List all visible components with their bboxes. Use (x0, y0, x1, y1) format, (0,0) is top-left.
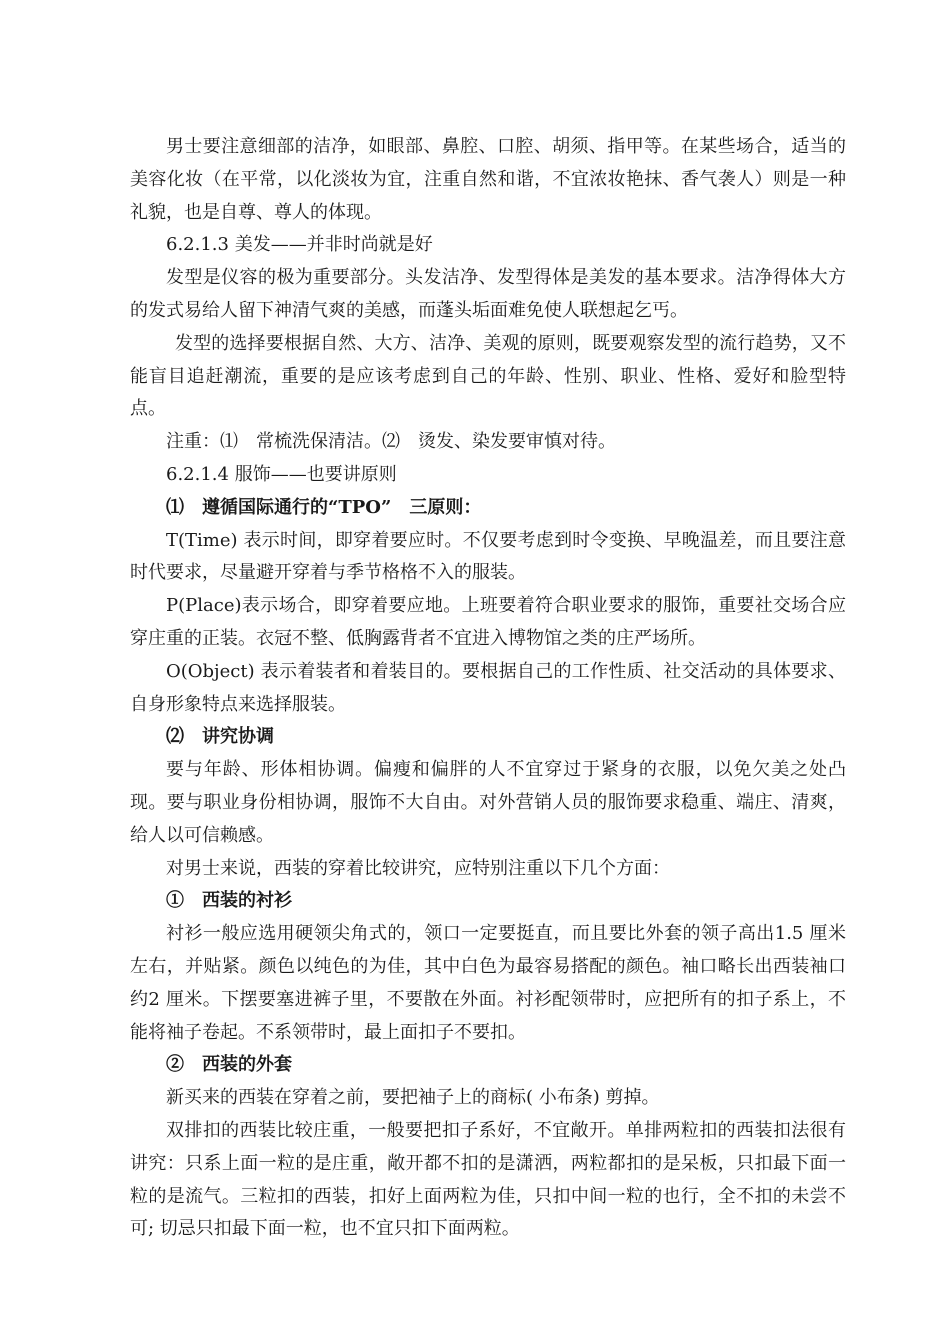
section-heading-hair: 6.2.1.3 美发——并非时尚就是好 (166, 234, 433, 256)
paragraph-hair-choice: 发型的选择要根据自然、大方、洁净、美观的原则，既要观察发型的流行趋势，又不能盲目追赶潮流，重要的是应该考虑到自己的年龄、性别、职业、性格、爱好和脸型特点。 (130, 332, 846, 420)
paragraph-coordination: 要与年龄、形体相协调。偏瘦和偏胖的人不宜穿过于紧身的衣服，以免欠美之处凸现。要与职业身份相协调，服饰不大自由。对外营销人员的服饰要求稳重、端庄、清爽，给人以可信赖感。 (130, 759, 846, 846)
subheading-coordination: ⑵ 讲究协调 (166, 726, 274, 748)
paragraph-grooming-details: 男士要注意细部的洁净，如眼部、鼻腔、口腔、胡须、指甲等。在某些场合，适当的美容化妆（在平常，以化淡妆为宜，注重自然和谐，不宜浓妆艳抹、香气袭人）则是一种礼貌，也是自尊、尊人的体现。 (130, 136, 846, 223)
paragraph-hair-importance: 发型是仪容的极为重要部分。头发洁净、发型得体是美发的基本要求。洁净得体大方的发式易给人留下神清气爽的美感，而蓬头垢面难免使人联想起乞丐。 (130, 267, 846, 321)
subheading-suit-jacket: ② 西装的外套 (166, 1054, 292, 1076)
paragraph-tpo-time: T(Time) 表示时间，即穿着要应时。不仅要考虑到时令变换、早晚温差，而且要注意时代要求，尽量避开穿着与季节格格不入的服装。 (130, 529, 846, 584)
paragraph-tpo-object: O(Object) 表示着装者和着装目的。要根据自己的工作性质、社交活动的具体要求、自身形象特点来选择服装。 (130, 660, 846, 715)
paragraph-hair-notes: 注重：⑴ 常梳洗保清洁。⑵ 烫发、染发要审慎对待。 (166, 431, 616, 453)
subheading-tpo: ⑴ 遵循国际通行的“TPO” 三原则： (166, 496, 482, 518)
paragraph-mens-suits-intro: 对男士来说，西装的穿着比较讲究，应特别注重以下几个方面： (166, 857, 670, 879)
paragraph-suit-buttons: 双排扣的西装比较庄重，一般要把扣子系好，不宜敞开。单排两粒扣的西装扣法很有讲究：只系上面一粒的是庄重，敞开都不扣的是潇洒，两粒都扣的是呆板，只扣最下面一粒的是流气。三粒扣的西装，扣好上面两粒为佳，只扣中间一粒的也行，全不扣的未尝不可; 切忌只扣最下面一粒，也不宜只扣下面两粒。 (130, 1119, 846, 1240)
subheading-suit-shirt: ① 西装的衬衫 (166, 890, 292, 912)
paragraph-tpo-place: P(Place)表示场合，即穿着要应地。上班要着符合职业要求的服饰，重要社交场合应穿庄重的正装。衣冠不整、低胸露背者不宜进入博物馆之类的庄严场所。 (130, 595, 846, 649)
document-page (130, 131, 846, 1246)
section-heading-clothing: 6.2.1.4 服饰——也要讲原则 (166, 463, 397, 485)
paragraph-suit-shirt: 衬衫一般应选用硬领尖角式的，领口一定要挺直，而且要比外套的领子高出1.5 厘米左右，并贴紧。颜色以纯色的为佳，其中白色为最容易搭配的颜色。袖口略长出西装袖口约2 厘米。下摆要塞进裤子里，不要散在外面。衬衫配领带时，应把所有的扣子系上，不能将袖子卷起。不系领带时，最上面扣子不要扣。 (130, 923, 846, 1043)
paragraph-suit-label: 新买来的西装在穿着之前，要把袖子上的商标( 小布条) 剪掉。 (166, 1087, 660, 1109)
